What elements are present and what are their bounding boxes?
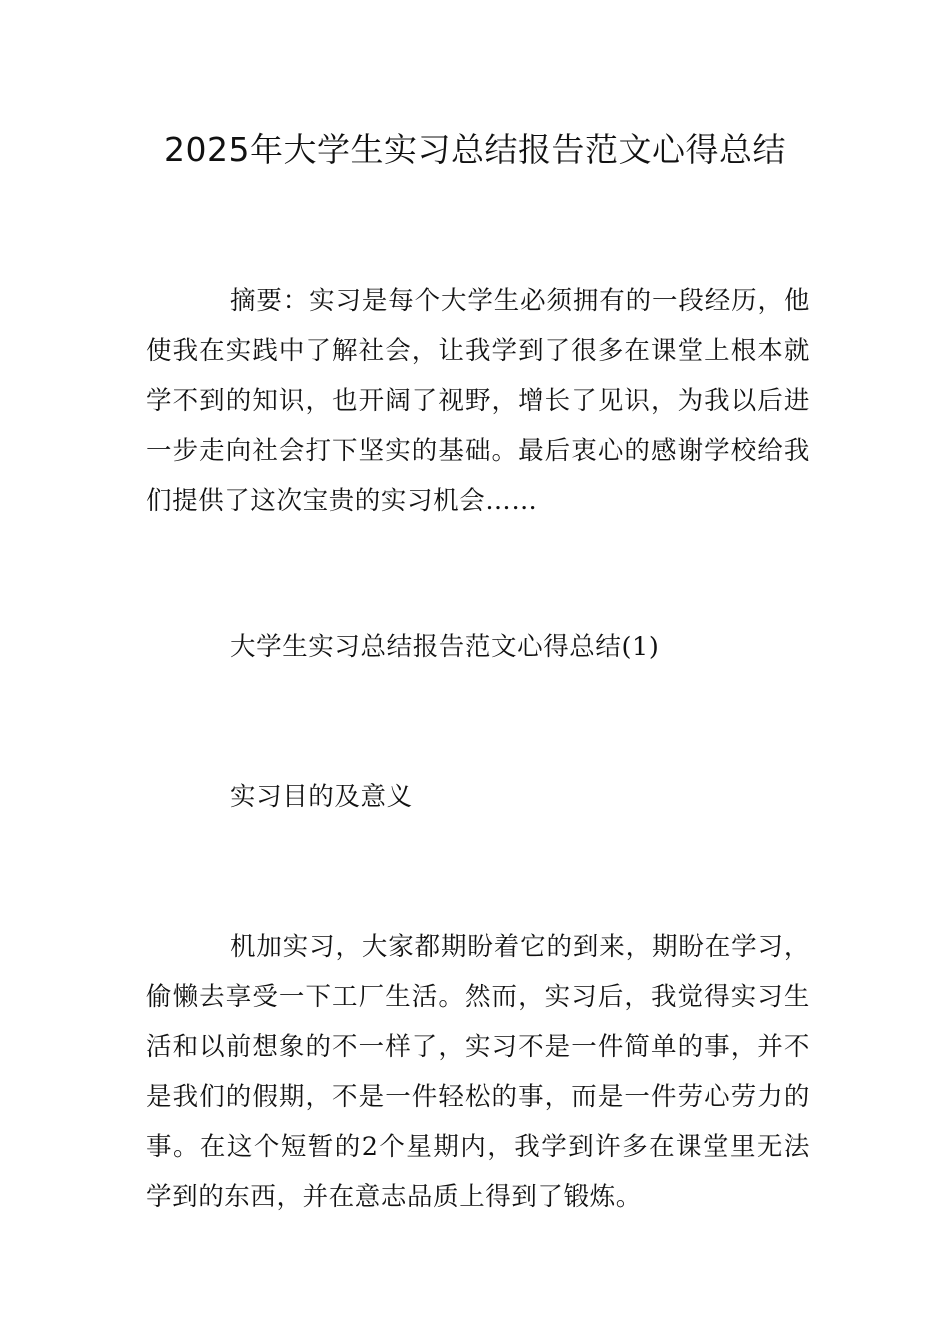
subsection-heading: 实习目的及意义 xyxy=(230,782,413,812)
section-heading: 大学生实习总结报告范文心得总结(1) xyxy=(230,632,660,662)
abstract-paragraph: 摘要：实习是每个大学生必须拥有的一段经历，他使我在实践中了解社会，让我学到了很多在课堂上根本就学不到的知识，也开阔了视野，增长了见识，为我以后进一步走向社会打下坚实的基础。最后衷心的感谢学校给我们提供了这次宝贵的实习机会…… xyxy=(146,286,810,516)
document-title: 2025年大学生实习总结报告范文心得总结 xyxy=(164,130,786,169)
body-paragraph: 机加实习，大家都期盼着它的到来，期盼在学习，偷懒去享受一下工厂生活。然而，实习后，我觉得实习生活和以前想象的不一样了，实习不是一件简单的事，并不是我们的假期，不是一件轻松的事，而是一件劳心劳力的事。在这个短暂的2个星期内，我学到许多在课堂里无法学到的东西，并在意志品质上得到了锻炼。 xyxy=(146,932,810,1212)
